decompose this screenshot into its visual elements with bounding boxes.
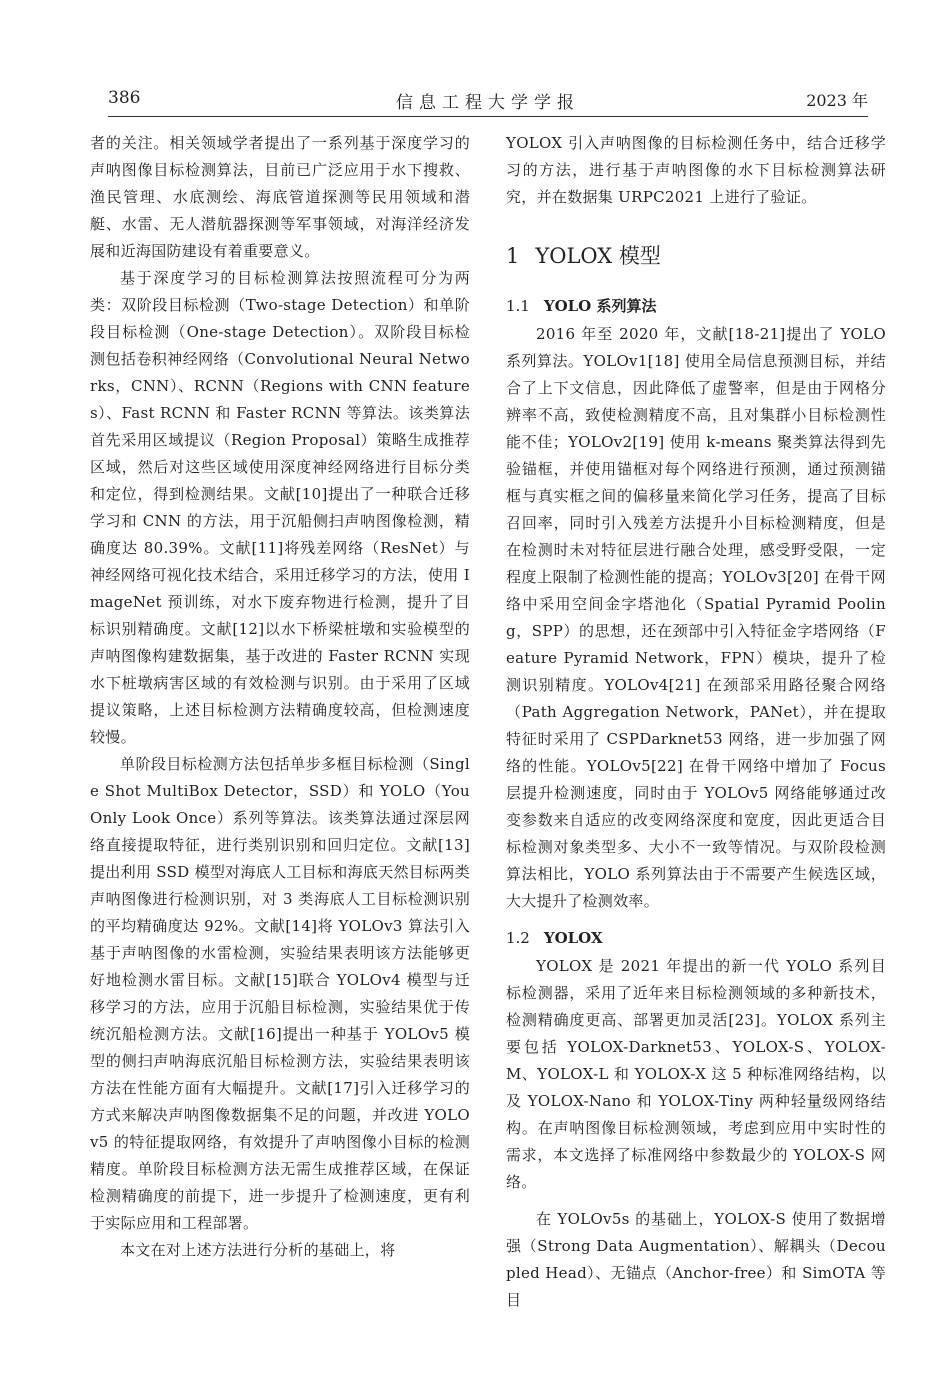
paragraph: 基于深度学习的目标检测算法按照流程可分为两类：双阶段目标检测（Two-stage Detection）和单阶段目标检测（One-stage Detection）。双阶段目标检测包括卷积神经网络（Convolutional Neural Networks，CNN）、RCNN（Regions with CNN features）、Fast RCNN 和 Faster RCNN 等算法。该类算法首先采用区域提议（Region Proposal）策略生成推荐区域，然后对这些区域使用深度神经网络进行目标分类和定位，得到检测结果。文献[10]提出了一种联合迁移学习和 CNN 的方法，用于沉船侧扫声呐图像检测，精确度达 80.39%。文献[11]将残差网络（ResNet）与神经网络可视化技术结合，采用迁移学习的方法，使用 ImageNet 预训练，对水下废弃物进行检测，提升了目标识别精确度。文献[12]以水下桥梁桩墩和实验模型的声呐图像构建数据集，基于改进的 Faster RCNN 实现水下桩墩病害区域的有效检测与识别。由于采用了区域提议策略，上述目标检测方法精确度较高，但检测速度较慢。	[90, 269, 470, 746]
subsection-heading	[506, 293, 886, 319]
paragraph: 本文在对上述方法进行分析的基础上，将	[120, 1241, 396, 1259]
paragraph: 在 YOLOv5s 的基础上，YOLOX-S 使用了数据增强（Strong Data Augmentation）、解耦头（Decoupled Head）、无锚点（Anchor-free）和 SimOTA 等目	[506, 1210, 886, 1309]
section-title: YOLOX 模型	[535, 244, 661, 268]
paragraph: 2016 年至 2020 年，文献[18-21]提出了 YOLO 系列算法。YOLOv1[18] 使用全局信息预测目标，并结合了上下文信息，因此降低了虚警率，但是由于网格分辨率不高，致使检测精度不高，且对集群小目标检测性能不佳；YOLOv2[19] 使用 k-means 聚类算法得到先验锚框，并使用锚框对每个网络进行预测，通过预测锚框与真实框之间的偏移量来简化学习任务，提高了目标召回率，同时引入残差方法提升小目标检测精度，但是在检测时未对特征层进行融合处理，感受野受限，一定程度上限制了检测性能的提高；YOLOv3[20] 在骨干网络中采用空间金字塔池化（Spatial Pyramid Pooling，SPP）的思想，还在颈部中引入特征金字塔网络（Feature Pyramid Network，FPN）模块，提升了检测识别精度。YOLOv4[21] 在颈部采用路径聚合网络（Path Aggregation Network，PANet），并在提取特征时采用了 CSPDarknet53 网络，进一步加强了网络的性能。YOLOv5[22] 在骨干网络中增加了 Focus 层提升检测速度，同时由于 YOLOv5 网络能够通过改变参数来自适应的改变网络深度和宽度，因此更适合目标检测对象类型多、大小不一致等情况。与双阶段检测算法相比，YOLO 系列算法由于不需要产生候选区域，大大提升了检测效率。	[506, 325, 886, 910]
running-header	[108, 82, 868, 117]
paragraph: YOLOX 引入声呐图像的目标检测任务中，结合迁移学习的方法，进行基于声呐图像的水下目标检测算法研究，并在数据集 URPC2021 上进行了验证。	[506, 134, 886, 206]
paragraph: YOLOX 是 2021 年提出的新一代 YOLO 系列目标检测器，采用了近年来目标检测领域的多种新技术，检测精确度更高、部署更加灵活[23]。YOLOX 系列主要包括 YOLOX-Darknet53、YOLOX-S、YOLOX-M、YOLOX-L 和 YOLOX-X 这 5 种标准网络结构，以及 YOLOX-Nano 和 YOLOX-Tiny 两种轻量级网络结构。在声呐图像目标检测领域，考虑到应用中实时性的需求，本文选择了标准网络中参数最少的 YOLOX-S 网络。	[506, 957, 886, 1191]
publication-year: 2023 年	[806, 91, 868, 110]
subsection-number: 1.1	[506, 297, 530, 315]
section-number: 1	[506, 244, 520, 268]
subsection-heading	[506, 925, 886, 951]
left-column	[90, 130, 470, 1264]
subsection-title: YOLOX	[543, 929, 603, 947]
paragraph: 者的关注。相关领域学者提出了一系列基于深度学习的声呐图像目标检测算法，目前已广泛应用于水下搜救、渔民管理、水底测绘、海底管道探测等民用领域和潜艇、水雷、无人潜航器探测等军事领域，对海洋经济发展和近海国防建设有着重要意义。	[90, 134, 470, 260]
paragraph-gap	[506, 1196, 886, 1206]
paragraph: 单阶段目标检测方法包括单步多框目标检测（Single Shot MultiBox Detector，SSD）和 YOLO（You Only Look Once）系列等算法。该类算法通过深层网络直接提取特征，进行类别识别和回归定位。文献[13]提出利用 SSD 模型对海底人工目标和海底天然目标两类声呐图像进行检测识别，对 3 类海底人工目标检测识别的平均精确度达 92%。文献[14]将 YOLOv3 算法引入基于声呐图像的水雷检测，实验结果表明该方法能够更好地检测水雷目标。文献[15]联合 YOLOv4 模型与迁移学习的方法，应用于沉船目标检测，实验结果优于传统沉船检测方法。文献[16]提出一种基于 YOLOv5 模型的侧扫声呐海底沉船目标检测方法，实验结果表明该方法在性能方面有大幅提升。文献[17]引入迁移学习的方式来解决声呐图像数据集不足的问题，并改进 YOLOv5 的特征提取网络，有效提升了声呐图像小目标的检测精度。单阶段目标检测方法无需生成推荐区域，在保证检测精确度的前提下，进一步提升了检测速度，更有利于实际应用和工程部署。	[90, 755, 470, 1232]
subsection-title: YOLO 系列算法	[543, 297, 657, 315]
section-heading	[506, 241, 886, 271]
right-column	[506, 130, 886, 1314]
subsection-number: 1.2	[506, 929, 530, 947]
page-number: 386	[108, 88, 141, 108]
journal-title: 信息工程大学学报	[396, 93, 580, 113]
